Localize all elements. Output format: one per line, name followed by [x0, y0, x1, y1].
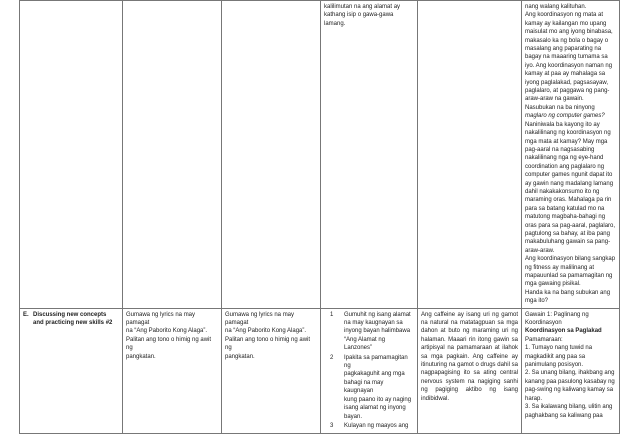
text-line: magkadikit ang paa sa [525, 353, 586, 360]
text-line: nang walang kalituhan. [525, 4, 587, 10]
cell-col2-empty [123, 1, 222, 309]
text-line: kung paano ito ay naging [344, 396, 412, 403]
text-line: harap. [525, 395, 543, 402]
cell-col4-steps [321, 308, 418, 434]
step-number: 3 [330, 422, 334, 429]
text-line: Ipakita sa pamamagitan ng [344, 354, 408, 370]
step-number: 1 [330, 311, 334, 318]
text-line: paglalaro, at paggawa ng pang- [525, 88, 610, 95]
text-line: computer games ngunit dapat ito [525, 172, 613, 179]
text-line: 2. Sa unang bilang, ihakbang ang [525, 370, 615, 377]
text-line: isang alamat ng inyong [344, 405, 406, 412]
text-line: Handa ka na bang subukan ang [525, 289, 611, 296]
section-title: Discussing new concepts and practicing new skills #2 [33, 311, 113, 327]
text-line: mga ito? [525, 298, 549, 305]
text-line: mga mata at kamay? May mga [525, 138, 608, 145]
text-line: oras para sa pag-aaral, paglalaro, [525, 222, 616, 229]
text-line: ng fitness ay malilinang at [525, 264, 595, 271]
text-line: Koordinasyon [525, 320, 562, 327]
cell-col5-caffeine-text [418, 308, 522, 434]
text-line: maisulat mo ang iyong binabasa, [525, 29, 613, 36]
text-line: dahil nakakakonsumo ito ng [525, 188, 600, 195]
text-line: Gumuhit ng isang alamat [344, 311, 411, 318]
text-line: Kulayan ng maayos ang [344, 422, 409, 429]
list-item [324, 422, 414, 430]
text-line: pangkatan. [225, 353, 255, 360]
text-line: bayan. [344, 413, 363, 420]
text-line: Gumawa ng lyrics na may pamagat [126, 311, 196, 327]
text-line: kathang isip o gawa-gawa lamang. [324, 12, 394, 27]
text-line: kalilimutan na ang alamat ay [324, 4, 401, 10]
text-line: nakalilinang nga ng eye-hand [525, 155, 604, 162]
text-line: masalang ang paparating na [525, 46, 602, 53]
text-line: Palitan ang tono o himig ng awit ng [225, 336, 311, 352]
text-line: kamay ay kailangan mo upang [525, 20, 607, 27]
list-item [324, 354, 414, 421]
cell-section-empty [20, 1, 123, 309]
text-line: Pamamaraan: [525, 336, 563, 343]
text-line: ay gawin nang madalang lamang [525, 180, 614, 187]
cell-col2-activity [123, 308, 222, 434]
text-line: bahagi na may kaugnayan [344, 379, 384, 395]
text-line: Ang koordinasyon bilang sangkap [525, 256, 616, 263]
text-line: araw-araw. [525, 247, 555, 254]
cell-col6-activity [522, 308, 620, 434]
text-line: paghakbang sa kaliwang paa [525, 412, 603, 419]
text-line: pag-swing ng kaliwang kamay sa [525, 387, 614, 394]
text-line: na “Ang Paborito Kong Alaga”. [225, 328, 307, 335]
section-letter: E. [23, 311, 29, 318]
step-number: 2 [330, 354, 334, 361]
text-line: maraming oras. Mahalaga pa rin [525, 197, 612, 204]
text-line: Gumawa ng lyrics na may pamagat [225, 311, 295, 327]
text-line: bagay na maaaring tumama sa [525, 54, 608, 61]
text-line: “Ang Alamat ng Lanzones” [344, 336, 386, 352]
text-line: mga gawaing pisikal. [525, 281, 581, 288]
text-line: pangkatan. [126, 353, 156, 360]
text-line: 3. Sa ikalawang bilang, ulitin ang [525, 404, 613, 411]
text-line: na may kaugnayan sa [344, 320, 403, 327]
cell-col6-continued [522, 1, 620, 309]
text-line: araw-araw na gawain. [525, 96, 584, 103]
text-line: na “Ang Paborito Kong Alaga”. [126, 328, 208, 335]
text-line: panimulang posisyon. [525, 362, 584, 369]
text-line: matutong magbaha-bahagi ng [525, 214, 606, 221]
cell-col5-empty [418, 1, 522, 309]
text-line: pagkakaguhit ang mga [344, 371, 405, 378]
text-line: para sa batang katulad mo na [525, 205, 605, 212]
text-line: iyong paglalakad, pagsasayaw, [525, 79, 609, 86]
text-line: Gawain 1: Paglinang ng [525, 311, 589, 318]
text-line: mapauunlad sa pamamagitan ng [525, 273, 613, 279]
text-line: Nasubukan na ba ninyong [525, 104, 595, 111]
text-line: 1. Tumayo nang tuwid na [525, 345, 593, 352]
cell-col4-continued [321, 1, 418, 309]
lesson-plan-table [19, 0, 620, 434]
cell-col3-empty [222, 1, 321, 309]
numbered-steps [324, 311, 414, 431]
text-line: Koordinasyon sa Paglakad [525, 328, 602, 335]
table-row-section-e [20, 308, 620, 434]
text-line: inyong bayan halimbawa [344, 328, 411, 335]
text-line: nakalilinang ng koordinasyon ng [525, 130, 611, 137]
cell-col3-activity [222, 308, 321, 434]
text-line: makabuluhang gawain sa pang- [525, 239, 611, 246]
cell-section-e [20, 308, 123, 434]
list-item [324, 311, 414, 353]
text-line: maglaro ng computer games? [525, 113, 605, 120]
text-line: Naniniwala ba kayong ito ay [525, 121, 600, 128]
paragraph: Ang caffeine ay isang uri ng gamot na natural na matatagpuan sa mga dahon at buto ng maraming uri ng halaman. Maaari rin itong gawin sa artipisyal na pamamaraan at ilahok sa mga pagkain. Ang caffeine ay itinuturing na gamot o drugs dahil sa nagpapagising ito sa ating central nervous system na nagiging sanhi ng pagiging aktibo ng isang indibidwal. [421, 311, 518, 402]
table-row-continued [20, 1, 620, 309]
text-line: makasalo ka ng bola o bagay o [525, 37, 609, 44]
text-line: iyo. Ang koordinasyon naman ng [525, 62, 613, 69]
text-line: pag-aaral na nagsasabing [525, 146, 595, 153]
text-line: Ang koordinasyon ng mata at [525, 12, 604, 19]
text-line: kanang paa pasulong kasabay ng [525, 378, 615, 385]
text-line: kamay at paa ay mahalaga sa [525, 71, 606, 78]
text-line: coordination ang paglalaro ng [525, 163, 605, 170]
text-line: pagtulong sa bahay, at iba pang [525, 230, 610, 237]
text-line: Palitan ang tono o himig ng awit ng [126, 336, 212, 352]
